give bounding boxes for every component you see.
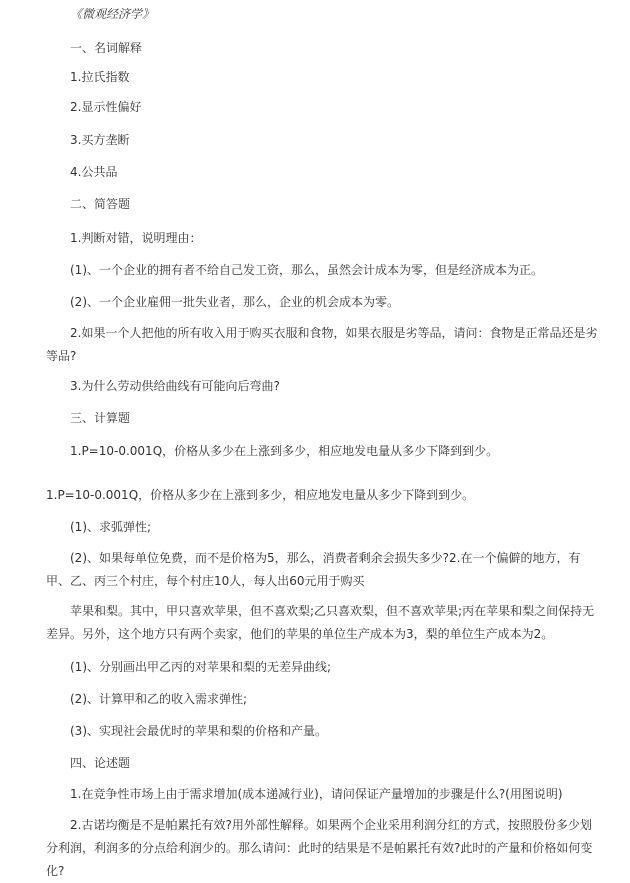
document-title: 《微观经济学》 (70, 7, 155, 21)
calc-question-duplicate: 1.P=10-0.001Q，价格从多少在上涨到多少，相应地发电量从多少下降到到少。 (46, 488, 475, 502)
question: 3.为什么劳动供给曲线有可能向后弯曲? (70, 379, 280, 393)
term-item: 2.显示性偏好 (70, 100, 142, 114)
calc-question: 1.P=10-0.001Q，价格从多少在上涨到多少，相应地发电量从多少下降到到少。 (70, 444, 499, 458)
question-paragraph: (2)、如果每单位免费，而不是价格为5，那么，消费者剩余会损失多少?2.在一个偏僻的地方，有甲、乙、丙三个村庄，每个村庄10人，每人出60元用于购买 (46, 551, 581, 588)
section-heading: 二、简答题 (70, 197, 131, 211)
term-item: 3.买方垄断 (70, 133, 130, 147)
sub-question: (3)、实现社会最优时的苹果和梨的价格和产量。 (70, 724, 327, 738)
question-paragraph: 2.如果一个人把他的所有收入用于购买衣服和食物，如果衣服是劣等品，请问：食物是正常品还是劣等品? (46, 326, 598, 363)
sub-question: (1)、分别画出甲乙丙的对苹果和梨的无差异曲线; (70, 660, 332, 674)
sub-question: (2)、计算甲和乙的收入需求弹性; (70, 692, 248, 706)
section-heading: 一、名词解释 (70, 41, 143, 55)
section-heading: 三、计算题 (70, 411, 131, 425)
section-heading: 四、论述题 (70, 756, 131, 770)
question: 1.判断对错，说明理由： (70, 231, 202, 245)
question-paragraph: 2.古诺均衡是不是帕累托有效?用外部性解释。如果两个企业采用利润分红的方式，按照股份多少划分利润，利润多的分点给利润少的。那么请问：此时的结果是不是帕累托有效?此时的产量和价格如何变化? (46, 818, 593, 878)
essay-question: 1.在竞争性市场上由于需求增加(成本递减行业)，请问保证产量增加的步骤是什么?(用图说明) (70, 787, 563, 801)
question-paragraph: 苹果和梨。其中，甲只喜欢苹果，但不喜欢梨;乙只喜欢梨，但不喜欢苹果;丙在苹果和梨之间保持无差异。另外，这个地方只有两个卖家，他们的苹果的单位生产成本为3，梨的单位生产成本为2。 (46, 604, 595, 641)
term-item: 4.公共品 (70, 165, 118, 179)
sub-question: (1)、求弧弹性; (70, 520, 152, 534)
sub-question: (2)、一个企业雇佣一批失业者，那么，企业的机会成本为零。 (70, 295, 400, 309)
sub-question: (1)、一个企业的拥有者不给自己发工资，那么，虽然会计成本为零，但是经济成本为正。 (70, 263, 544, 277)
term-item: 1.拉氏指数 (70, 70, 130, 84)
